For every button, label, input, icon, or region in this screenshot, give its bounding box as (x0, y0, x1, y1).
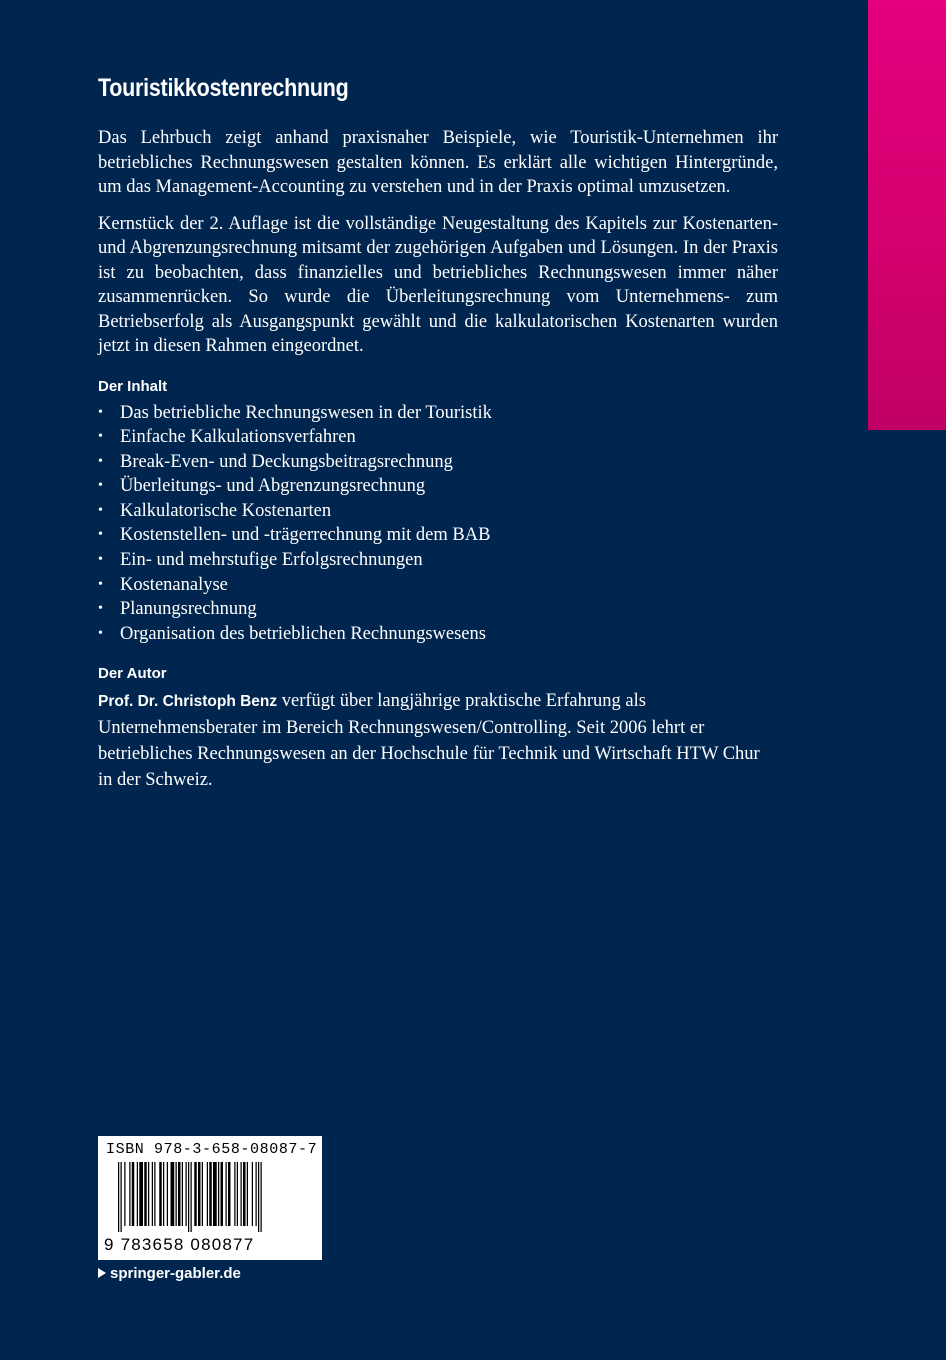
barcode-bar (137, 1162, 138, 1226)
barcode-bars (118, 1162, 308, 1232)
barcode-bar (178, 1162, 181, 1226)
barcode-bar (182, 1162, 183, 1226)
list-item (98, 523, 778, 548)
list-item (98, 573, 778, 598)
barcode-bar (159, 1162, 162, 1226)
barcode-bar (154, 1162, 155, 1226)
barcode-bar (194, 1162, 197, 1226)
barcode-bar (256, 1162, 257, 1226)
author-bio (98, 688, 778, 793)
barcode-bar (228, 1162, 231, 1226)
barcode-bar (237, 1162, 238, 1226)
barcode-bar (261, 1162, 262, 1232)
barcode-bar (209, 1162, 212, 1226)
intro-paragraph-1: Das Lehrbuch zeigt anhand praxisnaher Beispiele, wie Touristik-Unternehmen ihr betriebliches Rechnungswesen gestalten können. Es erklärt alle wichtigen Hintergründe, um das Management-Accounting zu verstehen und in der Praxis optimal umzusetzen. (98, 128, 778, 197)
list-item-text: Einfache Kalkulationsverfahren (120, 427, 356, 448)
barcode-bar (221, 1162, 224, 1226)
bullet-icon: • (98, 429, 103, 445)
bullet-icon: • (98, 478, 103, 494)
contents-heading: Der Inhalt (98, 377, 168, 395)
author-bio-text: verfügt über langjährige praktische Erfahrung als Unternehmensberater im Bereich Rechnungswesen/Controlling. Seit 2006 lehrt er betriebliches Rechnungswesen an der Hochschule für Technik und Wirtschaft HTW Chur in der Schweiz. (98, 691, 760, 791)
cover-text (98, 70, 778, 793)
list-item-text: Organisation des betrieblichen Rechnungswesens (120, 623, 486, 644)
barcode-bar (252, 1162, 253, 1226)
barcode-bar (121, 1162, 122, 1232)
bullet-icon: • (98, 453, 103, 469)
barcode-bar (234, 1162, 235, 1226)
list-item (98, 622, 778, 647)
barcode-bar (171, 1162, 175, 1226)
list-item-text: Das betriebliche Rechnungswesen in der Touristik (120, 402, 492, 423)
barcode-bar (258, 1162, 259, 1232)
list-item (98, 499, 778, 524)
barcode-bar (176, 1162, 177, 1226)
barcode-bar (213, 1162, 217, 1226)
barcode-bar (247, 1162, 248, 1226)
bullet-icon: • (98, 552, 103, 568)
list-item (98, 450, 778, 475)
barcode-bar (191, 1162, 192, 1232)
list-item (98, 548, 778, 573)
barcode-bar (198, 1162, 201, 1226)
barcode-bar (152, 1162, 153, 1226)
isbn-label: ISBN 978-3-658-08087-7 (106, 1141, 318, 1158)
barcode-bar (226, 1162, 227, 1226)
barcode-bar (124, 1162, 125, 1226)
bullet-icon: • (98, 601, 103, 617)
barcode-bar (144, 1162, 147, 1226)
list-item (98, 401, 778, 426)
publisher-website[interactable] (98, 1263, 241, 1285)
bullet-icon: • (98, 576, 103, 592)
intro-paragraph-2: Kernstück der 2. Auflage ist die vollständige Neugestaltung des Kapitels zur Kostenarten- und Abgrenzungsrechnung mitsamt der zugehörigen Aufgaben und Lösungen. In der Praxis ist zu beobachten, dass finanzielles und betriebliches Rechnungswesen immer näher zusammenrücken. So wurde die Überleitungsrechnung vom Unternehmens- zum Betriebserfolg als Ausgangspunkt gewählt und die kalkulatorischen Kostenarten wurden jetzt in diesen Rahmen eingeordnet. (98, 213, 778, 356)
list-item (98, 597, 778, 622)
bullet-icon: • (98, 527, 103, 543)
barcode-bar (186, 1162, 187, 1226)
barcode-bar (118, 1162, 119, 1232)
arrow-right-icon (98, 1268, 106, 1278)
list-item-text: Kostenanalyse (120, 574, 228, 595)
author-name: Prof. Dr. Christoph Benz (98, 693, 278, 711)
list-item-text: Ein- und mehrstufige Erfolgsrechnungen (120, 550, 423, 571)
barcode-bar (148, 1162, 149, 1226)
bullet-icon: • (98, 625, 103, 641)
barcode-bar (129, 1162, 130, 1226)
contents-list (98, 401, 778, 647)
list-item-text: Überleitungs- und Abgrenzungsrechnung (120, 476, 426, 497)
accent-bar (868, 0, 946, 430)
list-item-text: Planungsrechnung (120, 599, 257, 620)
barcode-bar (163, 1162, 164, 1226)
barcode-bar (202, 1162, 203, 1226)
list-item-text: Kostenstellen- und -trägerrechnung mit dem BAB (120, 525, 491, 546)
barcode-bar (243, 1162, 246, 1226)
barcode-bar (188, 1162, 189, 1232)
bullet-icon: • (98, 404, 103, 420)
list-item (98, 474, 778, 499)
author-heading: Der Autor (98, 665, 167, 683)
list-item (98, 425, 778, 450)
list-item-text: Kalkulatorische Kostenarten (120, 500, 332, 521)
bullet-icon: • (98, 502, 103, 518)
barcode-bar (139, 1162, 143, 1226)
barcode-bar (218, 1162, 219, 1226)
barcode-bar (132, 1162, 135, 1226)
website-url[interactable]: springer-gabler.de (110, 1265, 241, 1282)
barcode-bar (167, 1162, 168, 1226)
barcode-digits: 9 783658 080877 (104, 1235, 255, 1254)
book-title: Touristikkostenrechnung (98, 74, 349, 102)
barcode-bar (241, 1162, 242, 1226)
barcode-bar (207, 1162, 208, 1226)
list-item-text: Break-Even- und Deckungsbeitragsrechnung (120, 451, 453, 472)
isbn-barcode (98, 1136, 322, 1260)
